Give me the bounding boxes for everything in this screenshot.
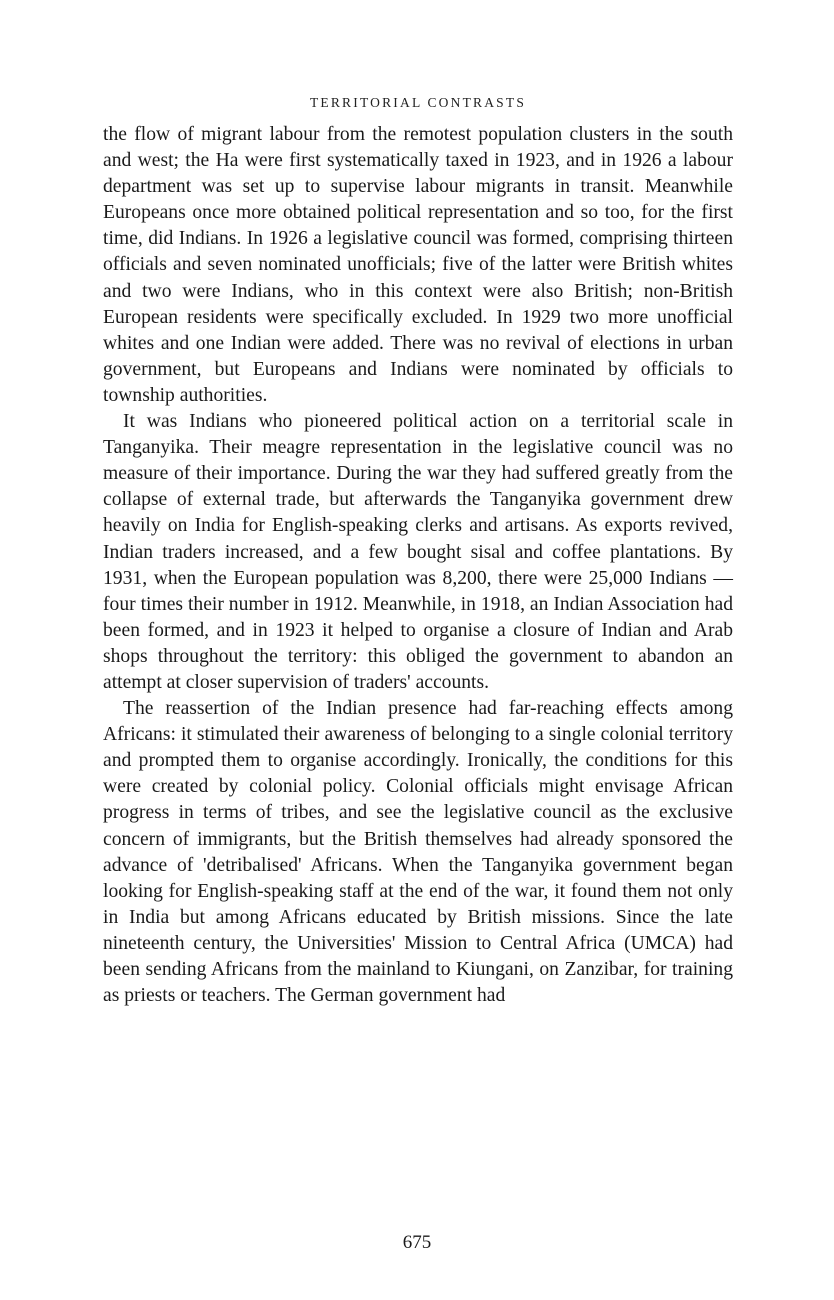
paragraph-3: The reassertion of the Indian presence had far-reaching effects among Africans: it stimulated their awareness of belonging to a single colonial territory and prompted them to organise accordingly. Ironically, the conditions for this were created by colonial policy. Colonial officials might envisage African progress in terms of tribes, and see the legislative council as the exclusive concern of immigrants, but the British themselves had already sponsored the advance of 'detribalised' Africans. When the Tanganyika government began looking for English-speaking staff at the end of the war, it found them not only in India but among Africans educated by British missions. Since the late nineteenth century, the Universities' Mission to Central Africa (UMCA) had been sending Africans from the mainland to Kiungani, on Zanzibar, for training as priests or teachers. The German government had xyxy=(103,698,733,1007)
page-content xyxy=(103,92,733,1009)
running-head: TERRITORIAL CONTRASTS xyxy=(309,95,527,110)
body-text xyxy=(103,122,733,1009)
page-number: 675 xyxy=(402,1232,432,1253)
paragraph-2: It was Indians who pioneered political action on a territorial scale in Tanganyika. Their meagre representation in the legislative council was no measure of their importance. During the war they had suffered greatly from the collapse of external trade, but afterwards the Tanganyika government drew heavily on India for English-speaking clerks and artisans. As exports revived, Indian traders increased, and a few bought sisal and coffee plantations. By 1931, when the European population was 8,200, there were 25,000 Indians — four times their number in 1912. Meanwhile, in 1918, an Indian Association had been formed, and in 1923 it helped to organise a closure of Indian and Arab shops throughout the territory: this obliged the government to abandon an attempt at closer supervision of traders' accounts. xyxy=(103,411,733,693)
paragraph-1: the flow of migrant labour from the remotest population clusters in the south and west; the Ha were first systematically taxed in 1923, and in 1926 a labour department was set up to supervise labour migrants in transit. Meanwhile Europeans once more obtained political representation and so too, for the first time, did Indians. In 1926 a legislative council was formed, comprising thirteen officials and seven nominated unofficials; five of the latter were British whites and two were Indians, who in this context were also British; non-British European residents were specifically excluded. In 1929 two more unofficial whites and one Indian were added. There was no revival of elections in urban government, but Europeans and Indians were nominated by officials to township authorities. xyxy=(103,124,733,406)
